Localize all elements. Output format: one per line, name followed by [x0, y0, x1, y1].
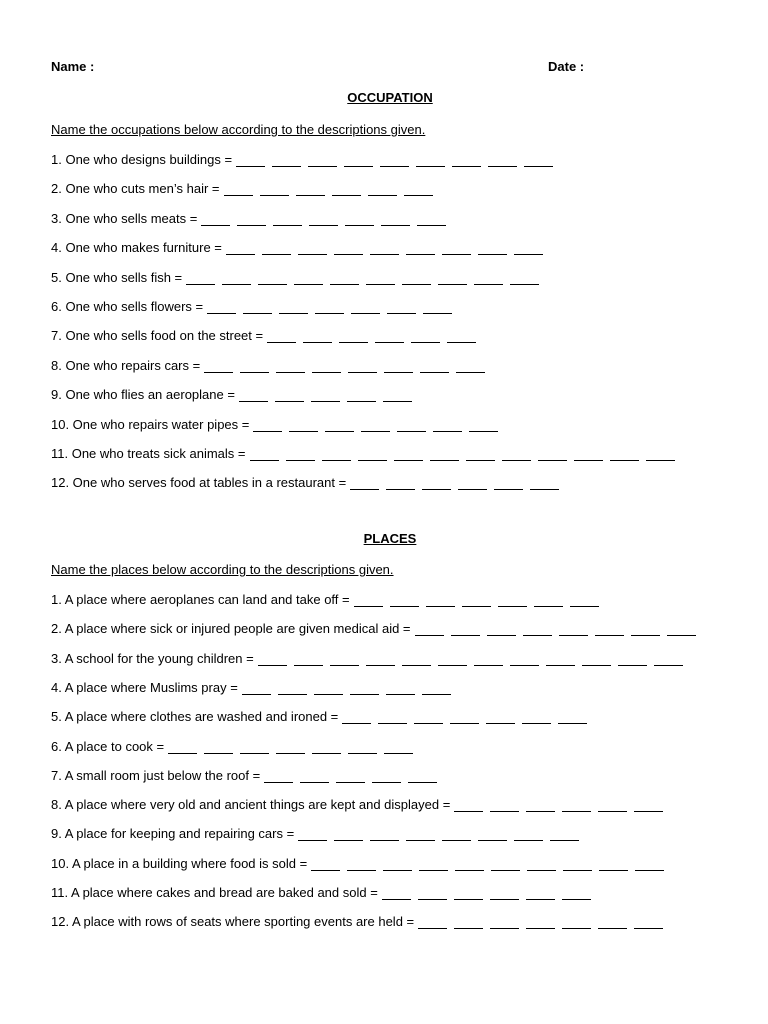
answer-blanks[interactable]	[186, 272, 546, 285]
letter-blank[interactable]	[242, 682, 271, 695]
answer-blanks[interactable]	[415, 623, 703, 636]
letter-blank[interactable]	[582, 653, 611, 666]
question-text: 6. One who sells flowers =	[51, 299, 204, 314]
letter-blank[interactable]	[300, 770, 329, 783]
letter-blank[interactable]	[236, 154, 265, 167]
letter-blank[interactable]	[488, 154, 517, 167]
question-row	[51, 443, 682, 461]
letter-blank[interactable]	[273, 213, 302, 226]
letter-blank[interactable]	[452, 154, 481, 167]
question-text: 8. One who repairs cars =	[51, 357, 201, 373]
answer-blanks[interactable]	[204, 360, 492, 373]
letter-blank[interactable]	[438, 272, 467, 285]
letter-blank[interactable]	[451, 623, 480, 636]
letter-blank[interactable]	[420, 360, 449, 373]
letter-blank[interactable]	[430, 448, 459, 461]
letter-blank[interactable]	[298, 242, 327, 255]
letter-blank[interactable]	[239, 389, 268, 402]
letter-blank[interactable]	[315, 301, 344, 314]
letter-blank[interactable]	[490, 916, 519, 929]
letter-blank[interactable]	[168, 741, 197, 754]
answer-blanks[interactable]	[350, 477, 566, 490]
letter-blank[interactable]	[201, 213, 230, 226]
question-text: 12. One who serves food at tables in a restaurant =	[51, 475, 347, 491]
answer-blanks[interactable]	[264, 770, 444, 783]
letter-blank[interactable]	[418, 887, 447, 900]
answer-blanks[interactable]	[258, 653, 690, 666]
letter-blank[interactable]	[309, 213, 338, 226]
question-text: 11. A place where cakes and bread are baked and sold =	[51, 885, 378, 900]
letter-blank[interactable]	[418, 916, 447, 929]
question-text: 4. A place where Muslims pray =	[51, 679, 238, 695]
letter-blank[interactable]	[264, 770, 293, 783]
letter-blank[interactable]	[408, 770, 437, 783]
letter-blank[interactable]	[286, 448, 315, 461]
letter-blank[interactable]	[350, 477, 379, 490]
answer-blanks[interactable]	[242, 682, 458, 695]
letter-blank[interactable]	[260, 183, 289, 196]
letter-blank[interactable]	[404, 183, 433, 196]
letter-blank[interactable]	[275, 389, 304, 402]
letter-blank[interactable]	[426, 594, 455, 607]
letter-blank[interactable]	[447, 330, 476, 343]
letter-blank[interactable]	[454, 916, 483, 929]
letter-blank[interactable]	[186, 272, 215, 285]
letter-blank[interactable]	[240, 741, 269, 754]
letter-blank[interactable]	[278, 682, 307, 695]
letter-blank[interactable]	[240, 360, 269, 373]
question-text: 6. A place to cook =	[51, 738, 165, 754]
letter-blank[interactable]	[598, 799, 627, 812]
letter-blank[interactable]	[312, 360, 341, 373]
question-text: 12. A place with rows of seats where sporting events are held =	[51, 914, 415, 930]
letter-blank[interactable]	[397, 419, 426, 432]
question-row	[51, 882, 598, 900]
letter-blank[interactable]	[311, 858, 340, 871]
letter-blank[interactable]	[530, 477, 559, 490]
letter-blank[interactable]	[510, 272, 539, 285]
name-label: Name :	[51, 59, 95, 74]
letter-blank[interactable]	[279, 301, 308, 314]
question-row	[51, 296, 459, 314]
question-row	[51, 736, 420, 754]
letter-blank[interactable]	[526, 799, 555, 812]
question-row	[51, 765, 444, 783]
letter-blank[interactable]	[370, 242, 399, 255]
letter-blank[interactable]	[646, 448, 675, 461]
letter-blank[interactable]	[631, 623, 660, 636]
letter-blank[interactable]	[522, 711, 551, 724]
letter-blank[interactable]	[469, 419, 498, 432]
letter-blank[interactable]	[334, 828, 363, 841]
letter-blank[interactable]	[490, 887, 519, 900]
letter-blank[interactable]	[204, 741, 233, 754]
letter-blank[interactable]	[258, 272, 287, 285]
letter-blank[interactable]	[384, 741, 413, 754]
question-row	[51, 589, 606, 607]
letter-blank[interactable]	[422, 682, 451, 695]
letter-blank[interactable]	[347, 858, 376, 871]
question-row	[51, 149, 560, 167]
letter-blank[interactable]	[207, 301, 236, 314]
letter-blank[interactable]	[610, 448, 639, 461]
letter-blank[interactable]	[294, 272, 323, 285]
letter-blank[interactable]	[558, 711, 587, 724]
question-row	[51, 325, 483, 343]
letter-blank[interactable]	[358, 448, 387, 461]
letter-blank[interactable]	[526, 887, 555, 900]
question-row	[51, 823, 586, 841]
letter-blank[interactable]	[402, 272, 431, 285]
question-text: 2. One who cuts men’s hair =	[51, 181, 220, 197]
letter-blank[interactable]	[322, 448, 351, 461]
letter-blank[interactable]	[474, 653, 503, 666]
question-row	[51, 178, 440, 196]
letter-blank[interactable]	[635, 858, 664, 871]
answer-blanks[interactable]	[418, 916, 670, 929]
question-row	[51, 677, 458, 695]
letter-blank[interactable]	[390, 594, 419, 607]
letter-blank[interactable]	[298, 828, 327, 841]
letter-blank[interactable]	[595, 623, 624, 636]
letter-blank[interactable]	[524, 154, 553, 167]
letter-blank[interactable]	[372, 770, 401, 783]
answer-blanks[interactable]	[226, 242, 550, 255]
letter-blank[interactable]	[510, 653, 539, 666]
occupation-instruction: Name the occupations below according to the descriptions given.	[51, 122, 426, 137]
letter-blank[interactable]	[253, 419, 282, 432]
letter-blank[interactable]	[243, 301, 272, 314]
question-row	[51, 794, 670, 812]
letter-blank[interactable]	[455, 858, 484, 871]
letter-blank[interactable]	[350, 682, 379, 695]
question-text: 10. One who repairs water pipes =	[51, 416, 250, 432]
letter-blank[interactable]	[514, 828, 543, 841]
letter-blank[interactable]	[526, 916, 555, 929]
letter-blank[interactable]	[634, 799, 663, 812]
letter-blank[interactable]	[618, 653, 647, 666]
letter-blank[interactable]	[490, 799, 519, 812]
answer-blanks[interactable]	[382, 887, 598, 900]
letter-blank[interactable]	[454, 887, 483, 900]
question-text: 2. A place where sick or injured people are given medical aid =	[51, 621, 411, 637]
letter-blank[interactable]	[419, 858, 448, 871]
answer-blanks[interactable]	[298, 828, 586, 841]
letter-blank[interactable]	[276, 741, 305, 754]
letter-blank[interactable]	[562, 799, 591, 812]
letter-blank[interactable]	[527, 858, 556, 871]
letter-blank[interactable]	[402, 653, 431, 666]
question-row	[51, 648, 690, 666]
question-text: 9. A place for keeping and repairing cars =	[51, 826, 295, 842]
letter-blank[interactable]	[523, 623, 552, 636]
letter-blank[interactable]	[411, 330, 440, 343]
letter-blank[interactable]	[330, 653, 359, 666]
question-text: 8. A place where very old and ancient things are kept and displayed =	[51, 797, 451, 813]
letter-blank[interactable]	[546, 653, 575, 666]
letter-blank[interactable]	[308, 154, 337, 167]
answer-blanks[interactable]	[342, 711, 594, 724]
letter-blank[interactable]	[382, 887, 411, 900]
letter-blank[interactable]	[599, 858, 628, 871]
letter-blank[interactable]	[416, 154, 445, 167]
letter-blank[interactable]	[314, 682, 343, 695]
letter-blank[interactable]	[417, 213, 446, 226]
question-text: 4. One who makes furniture =	[51, 240, 222, 256]
letter-blank[interactable]	[386, 477, 415, 490]
letter-blank[interactable]	[559, 623, 588, 636]
letter-blank[interactable]	[330, 272, 359, 285]
letter-blank[interactable]	[345, 213, 374, 226]
question-text: 1. One who designs buildings =	[51, 152, 233, 167]
letter-blank[interactable]	[267, 330, 296, 343]
letter-blank[interactable]	[466, 448, 495, 461]
letter-blank[interactable]	[370, 828, 399, 841]
question-row	[51, 414, 505, 432]
answer-blanks[interactable]	[250, 448, 682, 461]
letter-blank[interactable]	[222, 272, 251, 285]
letter-blank[interactable]	[204, 360, 233, 373]
letter-blank[interactable]	[462, 594, 491, 607]
letter-blank[interactable]	[226, 242, 255, 255]
letter-blank[interactable]	[406, 828, 435, 841]
question-row	[51, 208, 453, 226]
letter-blank[interactable]	[438, 653, 467, 666]
letter-blank[interactable]	[634, 916, 663, 929]
question-row	[51, 384, 419, 402]
question-row	[51, 853, 671, 871]
letter-blank[interactable]	[351, 301, 380, 314]
letter-blank[interactable]	[272, 154, 301, 167]
question-row	[51, 706, 594, 724]
letter-blank[interactable]	[262, 242, 291, 255]
letter-blank[interactable]	[344, 154, 373, 167]
letter-blank[interactable]	[296, 183, 325, 196]
letter-blank[interactable]	[494, 477, 523, 490]
letter-blank[interactable]	[502, 448, 531, 461]
letter-blank[interactable]	[563, 858, 592, 871]
answer-blanks[interactable]	[201, 213, 453, 226]
letter-blank[interactable]	[348, 360, 377, 373]
question-row	[51, 618, 703, 636]
letter-blank[interactable]	[387, 301, 416, 314]
letter-blank[interactable]	[348, 741, 377, 754]
letter-blank[interactable]	[354, 594, 383, 607]
letter-blank[interactable]	[383, 858, 412, 871]
question-row	[51, 237, 550, 255]
answer-blanks[interactable]	[253, 419, 505, 432]
letter-blank[interactable]	[433, 419, 462, 432]
letter-blank[interactable]	[347, 389, 376, 402]
letter-blank[interactable]	[514, 242, 543, 255]
letter-blank[interactable]	[442, 242, 471, 255]
letter-blank[interactable]	[339, 330, 368, 343]
question-text: 11. One who treats sick animals =	[51, 446, 246, 461]
letter-blank[interactable]	[334, 242, 363, 255]
letter-blank[interactable]	[378, 711, 407, 724]
letter-blank[interactable]	[289, 419, 318, 432]
letter-blank[interactable]	[422, 477, 451, 490]
letter-blank[interactable]	[303, 330, 332, 343]
question-text: 5. A place where clothes are washed and ironed =	[51, 709, 339, 725]
letter-blank[interactable]	[570, 594, 599, 607]
letter-blank[interactable]	[534, 594, 563, 607]
letter-blank[interactable]	[312, 741, 341, 754]
letter-blank[interactable]	[538, 448, 567, 461]
question-text: 3. One who sells meats =	[51, 210, 198, 226]
question-text: 3. A school for the young children =	[51, 650, 254, 666]
answer-blanks[interactable]	[168, 741, 420, 754]
question-text: 1. A place where aeroplanes can land and take off =	[51, 592, 350, 607]
letter-blank[interactable]	[478, 242, 507, 255]
letter-blank[interactable]	[336, 770, 365, 783]
letter-blank[interactable]	[598, 916, 627, 929]
question-row	[51, 911, 670, 929]
letter-blank[interactable]	[478, 828, 507, 841]
letter-blank[interactable]	[406, 242, 435, 255]
letter-blank[interactable]	[442, 828, 471, 841]
date-label: Date :	[548, 59, 585, 74]
letter-blank[interactable]	[380, 154, 409, 167]
letter-blank[interactable]	[450, 711, 479, 724]
worksheet-header	[51, 59, 611, 79]
question-text: 7. A small room just below the roof =	[51, 767, 261, 783]
occupation-title: OCCUPATION	[347, 90, 433, 105]
letter-blank[interactable]	[258, 653, 287, 666]
answer-blanks[interactable]	[239, 389, 419, 402]
letter-blank[interactable]	[332, 183, 361, 196]
answer-blanks[interactable]	[207, 301, 459, 314]
letter-blank[interactable]	[366, 653, 395, 666]
letter-blank[interactable]	[458, 477, 487, 490]
letter-blank[interactable]	[386, 682, 415, 695]
question-row	[51, 472, 566, 490]
answer-blanks[interactable]	[224, 183, 440, 196]
letter-blank[interactable]	[237, 213, 266, 226]
letter-blank[interactable]	[486, 711, 515, 724]
letter-blank[interactable]	[487, 623, 516, 636]
letter-blank[interactable]	[415, 623, 444, 636]
letter-blank[interactable]	[474, 272, 503, 285]
letter-blank[interactable]	[562, 916, 591, 929]
letter-blank[interactable]	[368, 183, 397, 196]
letter-blank[interactable]	[342, 711, 371, 724]
letter-blank[interactable]	[325, 419, 354, 432]
answer-blanks[interactable]	[454, 799, 670, 812]
letter-blank[interactable]	[224, 183, 253, 196]
letter-blank[interactable]	[394, 448, 423, 461]
letter-blank[interactable]	[384, 360, 413, 373]
letter-blank[interactable]	[366, 272, 395, 285]
letter-blank[interactable]	[456, 360, 485, 373]
letter-blank[interactable]	[498, 594, 527, 607]
question-text: 10. A place in a building where food is sold =	[51, 855, 308, 871]
letter-blank[interactable]	[375, 330, 404, 343]
letter-blank[interactable]	[381, 213, 410, 226]
letter-blank[interactable]	[294, 653, 323, 666]
answer-blanks[interactable]	[354, 594, 606, 607]
letter-blank[interactable]	[491, 858, 520, 871]
letter-blank[interactable]	[550, 828, 579, 841]
letter-blank[interactable]	[361, 419, 390, 432]
answer-blanks[interactable]	[267, 330, 483, 343]
letter-blank[interactable]	[574, 448, 603, 461]
question-text: 5. One who sells fish =	[51, 269, 183, 285]
answer-blanks[interactable]	[236, 154, 560, 167]
letter-blank[interactable]	[562, 887, 591, 900]
places-title: PLACES	[363, 531, 417, 546]
letter-blank[interactable]	[423, 301, 452, 314]
letter-blank[interactable]	[654, 653, 683, 666]
letter-blank[interactable]	[414, 711, 443, 724]
question-row	[51, 355, 492, 373]
letter-blank[interactable]	[276, 360, 305, 373]
letter-blank[interactable]	[311, 389, 340, 402]
answer-blanks[interactable]	[311, 858, 671, 871]
places-instruction: Name the places below according to the descriptions given.	[51, 562, 394, 577]
question-text: 7. One who sells food on the street =	[51, 328, 264, 344]
letter-blank[interactable]	[454, 799, 483, 812]
letter-blank[interactable]	[667, 623, 696, 636]
letter-blank[interactable]	[383, 389, 412, 402]
letter-blank[interactable]	[250, 448, 279, 461]
question-row	[51, 267, 546, 285]
question-text: 9. One who flies an aeroplane =	[51, 387, 235, 403]
